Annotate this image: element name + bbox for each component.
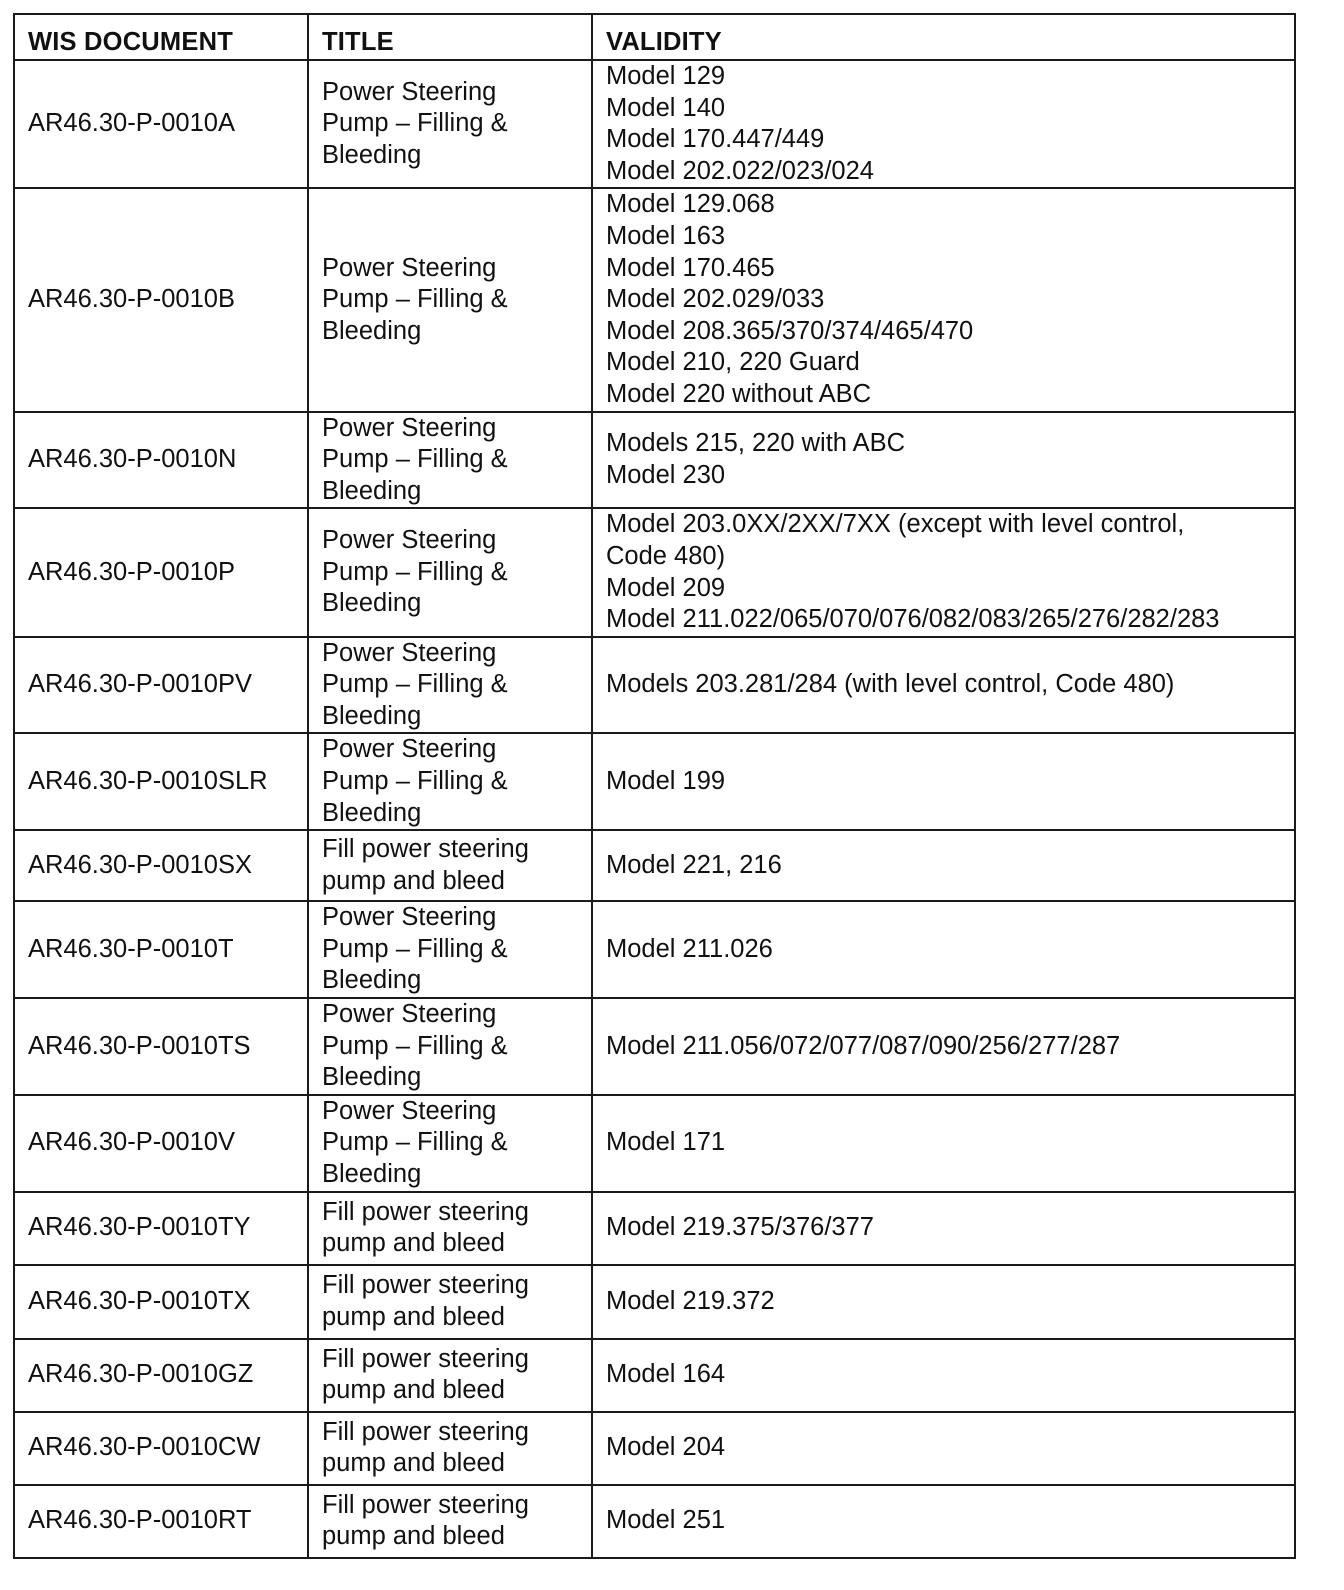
validity-cell: Model 203.0XX/2XX/7XX (except with level control, Code 480) Model 209 Model 211.022/065/070/076/082/083/265/276/282/283 bbox=[592, 508, 1295, 636]
title-cell: Fill power steering pump and bleed bbox=[308, 1265, 592, 1339]
wis-document-cell: AR46.30-P-0010V bbox=[14, 1095, 308, 1192]
wis-document-table bbox=[13, 13, 1296, 1559]
title-cell: Fill power steering pump and bleed bbox=[308, 830, 592, 901]
title-cell: Power Steering Pump – Filling & Bleeding bbox=[308, 637, 592, 734]
table-row bbox=[14, 830, 1295, 901]
title-cell: Power Steering Pump – Filling & Bleeding bbox=[308, 998, 592, 1095]
title-cell: Fill power steering pump and bleed bbox=[308, 1412, 592, 1485]
wis-document-cell: AR46.30-P-0010RT bbox=[14, 1485, 308, 1558]
validity-cell: Model 219.372 bbox=[592, 1265, 1295, 1339]
table-row bbox=[14, 60, 1295, 188]
table-row bbox=[14, 637, 1295, 734]
table-row bbox=[14, 1412, 1295, 1485]
table-row bbox=[14, 998, 1295, 1095]
table-row bbox=[14, 901, 1295, 998]
title-cell: Power Steering Pump – Filling & Bleeding bbox=[308, 412, 592, 509]
wis-document-cell: AR46.30-P-0010SX bbox=[14, 830, 308, 901]
table-row bbox=[14, 1485, 1295, 1558]
wis-document-cell: AR46.30-P-0010A bbox=[14, 60, 308, 188]
title-cell: Fill power steering pump and bleed bbox=[308, 1485, 592, 1558]
validity-cell: Model 251 bbox=[592, 1485, 1295, 1558]
wis-document-cell: AR46.30-P-0010TY bbox=[14, 1192, 308, 1265]
table-row bbox=[14, 1095, 1295, 1192]
title-cell: Power Steering Pump – Filling & Bleeding bbox=[308, 508, 592, 636]
wis-document-cell: AR46.30-P-0010N bbox=[14, 412, 308, 509]
wis-document-cell: AR46.30-P-0010B bbox=[14, 188, 308, 411]
wis-document-cell: AR46.30-P-0010PV bbox=[14, 637, 308, 734]
wis-document-cell: AR46.30-P-0010T bbox=[14, 901, 308, 998]
title-cell: Power Steering Pump – Filling & Bleeding bbox=[308, 188, 592, 411]
validity-cell: Model 204 bbox=[592, 1412, 1295, 1485]
validity-cell: Model 129.068 Model 163 Model 170.465 Model 202.029/033 Model 208.365/370/374/465/470 Model 210, 220 Guard Model 220 without ABC bbox=[592, 188, 1295, 411]
validity-cell: Models 215, 220 with ABC Model 230 bbox=[592, 412, 1295, 509]
title-cell: Fill power steering pump and bleed bbox=[308, 1192, 592, 1265]
wis-document-cell: AR46.30-P-0010CW bbox=[14, 1412, 308, 1485]
title-cell: Fill power steering pump and bleed bbox=[308, 1339, 592, 1412]
title-cell: Power Steering Pump – Filling & Bleeding bbox=[308, 1095, 592, 1192]
header-row bbox=[14, 14, 1295, 60]
validity-cell: Model 164 bbox=[592, 1339, 1295, 1412]
wis-document-cell: AR46.30-P-0010SLR bbox=[14, 733, 308, 830]
table-row bbox=[14, 508, 1295, 636]
wis-document-cell: AR46.30-P-0010TS bbox=[14, 998, 308, 1095]
validity-cell: Models 203.281/284 (with level control, Code 480) bbox=[592, 637, 1295, 734]
title-cell: Power Steering Pump – Filling & Bleeding bbox=[308, 60, 592, 188]
validity-cell: Model 219.375/376/377 bbox=[592, 1192, 1295, 1265]
validity-cell: Model 129 Model 140 Model 170.447/449 Model 202.022/023/024 bbox=[592, 60, 1295, 188]
header-wis-document: WIS DOCUMENT bbox=[14, 14, 308, 60]
table-row bbox=[14, 1265, 1295, 1339]
table-row bbox=[14, 733, 1295, 830]
wis-document-cell: AR46.30-P-0010P bbox=[14, 508, 308, 636]
table-row bbox=[14, 412, 1295, 509]
validity-cell: Model 221, 216 bbox=[592, 830, 1295, 901]
wis-document-cell: AR46.30-P-0010GZ bbox=[14, 1339, 308, 1412]
validity-cell: Model 211.056/072/077/087/090/256/277/287 bbox=[592, 998, 1295, 1095]
wis-document-cell: AR46.30-P-0010TX bbox=[14, 1265, 308, 1339]
table-row bbox=[14, 188, 1295, 411]
header-validity: VALIDITY bbox=[592, 14, 1295, 60]
table-row bbox=[14, 1192, 1295, 1265]
validity-cell: Model 171 bbox=[592, 1095, 1295, 1192]
title-cell: Power Steering Pump – Filling & Bleeding bbox=[308, 901, 592, 998]
validity-cell: Model 211.026 bbox=[592, 901, 1295, 998]
table-row bbox=[14, 1339, 1295, 1412]
header-title: TITLE bbox=[308, 14, 592, 60]
validity-cell: Model 199 bbox=[592, 733, 1295, 830]
title-cell: Power Steering Pump – Filling & Bleeding bbox=[308, 733, 592, 830]
